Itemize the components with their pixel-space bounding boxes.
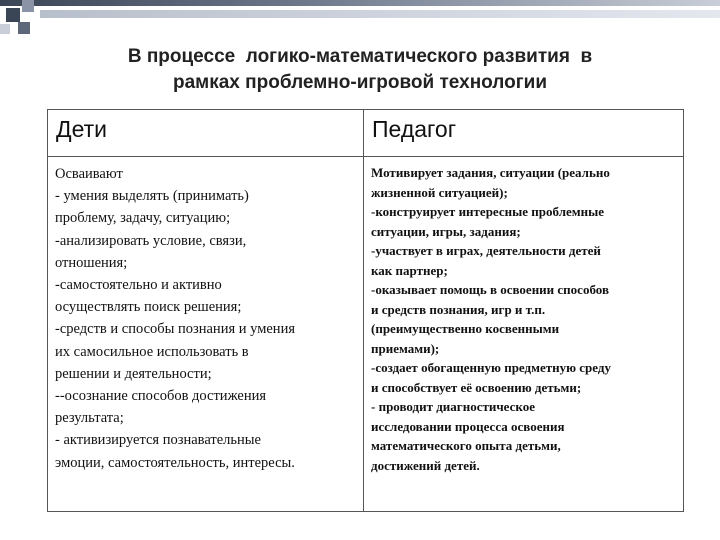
children-line: --осознание способов достижения — [55, 388, 267, 405]
teacher-line: - проводит диагностическое — [371, 399, 535, 414]
children-line: их самосильное использовать в — [55, 343, 249, 360]
children-cell — [48, 157, 364, 512]
slide-title — [40, 44, 680, 96]
children-line: - активизируется познавательные — [55, 432, 261, 449]
decor-square — [22, 0, 34, 12]
decor-square — [0, 24, 10, 34]
children-line: отношения; — [55, 254, 128, 271]
decor-square — [18, 22, 30, 34]
children-line: осуществлять поиск решения; — [55, 299, 242, 316]
decor-square — [6, 8, 20, 22]
teacher-line: математического опыта детьми, — [371, 438, 561, 453]
teacher-line: исследовании процесса освоения — [371, 418, 565, 434]
children-line: -средств и способы познания и умения — [55, 321, 295, 338]
children-line: -анализировать условие, связи, — [55, 232, 247, 249]
children-line: результата; — [55, 410, 124, 427]
children-line: - умения выделять (принимать) — [55, 188, 249, 205]
teacher-line: и способствует её освоению детьми; — [371, 379, 582, 395]
header-children: Дети — [48, 110, 364, 157]
teacher-line: (преимущественно косвенными — [371, 321, 560, 336]
comparison-table — [47, 109, 684, 512]
teacher-line: жизненной ситуацией); — [371, 184, 508, 200]
header-teacher: Педагог — [364, 110, 684, 157]
teacher-line: и средств познания, игр и т.п. — [371, 301, 546, 317]
teacher-line: -участвует в играх, деятельности детей — [371, 243, 601, 258]
decor-band-light — [40, 10, 720, 18]
table-body-row — [48, 157, 684, 512]
slide-title-line: рамках проблемно-игровой технологии — [173, 72, 547, 93]
slide-title-line: В процессе логико-математического развития в — [127, 46, 593, 67]
children-line: проблему, задачу, ситуацию; — [55, 210, 231, 227]
teacher-line: -оказывает помощь в освоении способов — [371, 282, 609, 297]
children-line: эмоции, самостоятельность, интересы. — [55, 454, 295, 471]
teacher-line: Мотивирует задания, ситуации (реально — [371, 165, 610, 180]
children-line: Осваивают — [55, 166, 123, 182]
children-line: решении и деятельности; — [55, 365, 212, 382]
teacher-line: ситуации, игры, задания; — [371, 223, 521, 239]
teacher-line: как партнер; — [371, 262, 448, 278]
children-line: -самостоятельно и активно — [55, 277, 222, 294]
teacher-line: -конструирует интересные проблемные — [371, 204, 605, 219]
decor-band — [0, 0, 720, 6]
teacher-cell — [364, 157, 684, 512]
table-header-row — [48, 110, 684, 157]
teacher-line: достижений детей. — [371, 457, 480, 473]
teacher-line: -создает обогащенную предметную среду — [371, 360, 611, 375]
teacher-line: приемами); — [371, 340, 440, 356]
